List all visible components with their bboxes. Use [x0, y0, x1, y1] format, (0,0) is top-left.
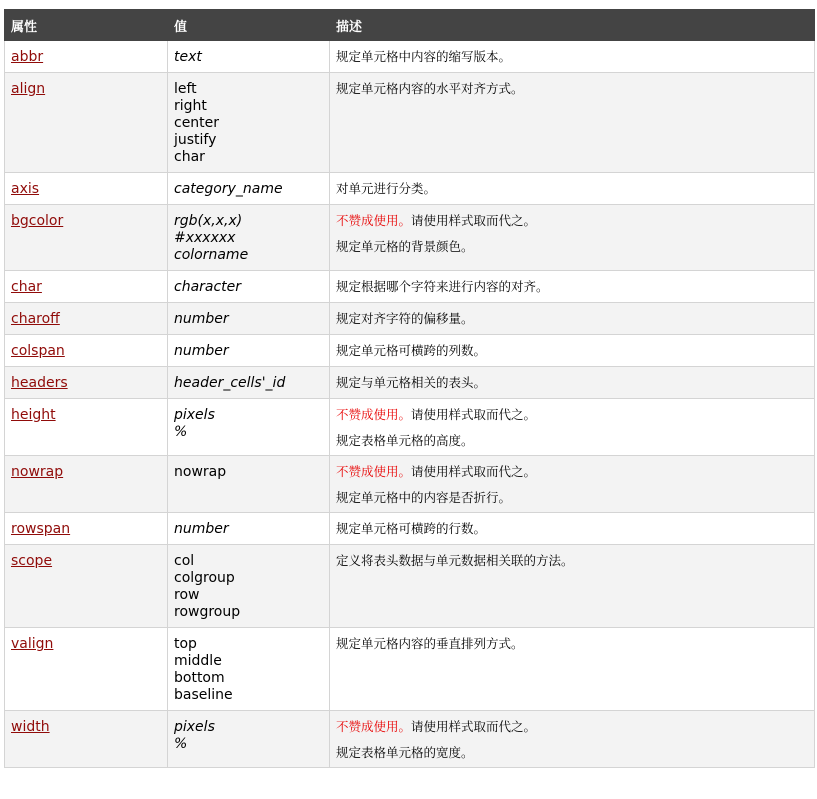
description-text: 规定单元格中内容的缩写版本。: [336, 49, 512, 64]
header-attribute: 属性: [5, 10, 168, 41]
description-text: 请使用样式取而代之。: [411, 464, 537, 479]
value-text: center: [174, 115, 220, 131]
attribute-cell: [5, 335, 168, 367]
value-text: #xxxxxx: [174, 230, 236, 246]
attribute-link-nowrap[interactable]: nowrap: [11, 464, 64, 480]
value-text: pixels: [174, 719, 215, 735]
table-row: [5, 41, 815, 73]
description-cell: [330, 173, 815, 205]
value-text: character: [174, 279, 242, 295]
value-text: nowrap: [174, 464, 227, 480]
value-cell: [168, 271, 330, 303]
description-text: 请使用样式取而代之。: [411, 407, 537, 422]
description-line: [336, 719, 808, 735]
attribute-cell: [5, 271, 168, 303]
value-text: text: [174, 49, 202, 65]
attribute-link-rowspan[interactable]: rowspan: [11, 521, 71, 537]
description-cell: [330, 41, 815, 73]
attribute-table: [4, 9, 815, 768]
description-text: 规定单元格中的内容是否折行。: [336, 490, 512, 505]
description-cell: [330, 628, 815, 711]
value-cell: [168, 399, 330, 456]
description-line: [336, 279, 808, 295]
table-body: [5, 41, 815, 768]
attribute-link-axis[interactable]: axis: [11, 181, 40, 197]
value-text: header_cells'_id: [174, 375, 286, 391]
description-cell: [330, 399, 815, 456]
attribute-cell: [5, 711, 168, 768]
table-row: [5, 335, 815, 367]
value-text: middle: [174, 653, 222, 669]
value-cell: [168, 335, 330, 367]
table-row: [5, 456, 815, 513]
description-line: [336, 490, 808, 506]
attribute-link-colspan[interactable]: colspan: [11, 343, 65, 359]
description-cell: [330, 335, 815, 367]
description-text: 对单元进行分类。: [336, 181, 437, 196]
value-text: colorname: [174, 247, 249, 263]
table-header-row: [5, 10, 815, 41]
value-text: colgroup: [174, 570, 235, 586]
value-cell: [168, 545, 330, 628]
attribute-link-scope[interactable]: scope: [11, 553, 53, 569]
description-text: 规定表格单元格的宽度。: [336, 745, 474, 760]
value-cell: [168, 456, 330, 513]
attribute-cell: [5, 456, 168, 513]
description-line: [336, 343, 808, 359]
attribute-link-width[interactable]: width: [11, 719, 50, 735]
attribute-link-headers[interactable]: headers: [11, 375, 68, 391]
description-cell: [330, 456, 815, 513]
description-line: [336, 375, 808, 391]
attribute-cell: [5, 73, 168, 173]
value-cell: [168, 367, 330, 399]
description-text: 规定与单元格相关的表头。: [336, 375, 487, 390]
attribute-link-valign[interactable]: valign: [11, 636, 54, 652]
description-cell: [330, 271, 815, 303]
value-text: rgb(x,x,x): [174, 213, 243, 229]
description-text: 规定单元格内容的水平对齐方式。: [336, 81, 524, 96]
header-value: 值: [168, 10, 330, 41]
table-row: [5, 545, 815, 628]
value-text: char: [174, 149, 205, 165]
value-text: category_name: [174, 181, 283, 197]
description-text: 规定单元格内容的垂直排列方式。: [336, 636, 524, 651]
table-row: [5, 399, 815, 456]
value-text: %: [174, 424, 188, 440]
table-row: [5, 711, 815, 768]
value-text: baseline: [174, 687, 233, 703]
deprecated-notice: 不赞成使用。: [336, 407, 412, 422]
description-line: [336, 181, 808, 197]
description-cell: [330, 545, 815, 628]
attribute-link-char[interactable]: char: [11, 279, 42, 295]
value-text: bottom: [174, 670, 225, 686]
description-line: [336, 521, 808, 537]
description-cell: [330, 303, 815, 335]
attribute-cell: [5, 41, 168, 73]
description-line: [336, 745, 808, 761]
value-cell: [168, 41, 330, 73]
attribute-cell: [5, 367, 168, 399]
description-text: 规定单元格可横跨的列数。: [336, 343, 487, 358]
description-line: [336, 311, 808, 327]
description-text: 请使用样式取而代之。: [411, 719, 537, 734]
attribute-cell: [5, 205, 168, 271]
value-cell: [168, 73, 330, 173]
table-row: [5, 271, 815, 303]
header-description: 描述: [330, 10, 815, 41]
value-text: pixels: [174, 407, 215, 423]
table-row: [5, 303, 815, 335]
description-text: 规定单元格的背景颜色。: [336, 239, 474, 254]
attribute-link-bgcolor[interactable]: bgcolor: [11, 213, 64, 229]
table-row: [5, 628, 815, 711]
value-text: justify: [174, 132, 217, 148]
value-cell: [168, 711, 330, 768]
value-cell: [168, 303, 330, 335]
value-text: row: [174, 587, 200, 603]
description-text: 规定单元格可横跨的行数。: [336, 521, 487, 536]
description-text: 规定对齐字符的偏移量。: [336, 311, 474, 326]
value-text: %: [174, 736, 188, 752]
table-row: [5, 173, 815, 205]
description-text: 请使用样式取而代之。: [411, 213, 537, 228]
description-text: 定义将表头数据与单元数据相关联的方法。: [336, 553, 574, 568]
table-row: [5, 513, 815, 545]
description-text: 规定表格单元格的高度。: [336, 433, 474, 448]
attribute-link-charoff[interactable]: charoff: [11, 311, 60, 327]
attribute-cell: [5, 303, 168, 335]
table-row: [5, 205, 815, 271]
description-line: [336, 553, 808, 569]
deprecated-notice: 不赞成使用。: [336, 464, 412, 479]
value-text: number: [174, 521, 229, 537]
value-text: col: [174, 553, 195, 569]
table-row: [5, 73, 815, 173]
value-text: rowgroup: [174, 604, 241, 620]
description-cell: [330, 205, 815, 271]
value-cell: [168, 205, 330, 271]
value-cell: [168, 173, 330, 205]
value-cell: [168, 513, 330, 545]
description-cell: [330, 711, 815, 768]
attribute-cell: [5, 173, 168, 205]
value-text: number: [174, 343, 229, 359]
description-line: [336, 433, 808, 449]
attribute-link-abbr[interactable]: abbr: [11, 49, 44, 65]
attribute-cell: [5, 399, 168, 456]
attribute-link-height[interactable]: height: [11, 407, 56, 423]
value-text: right: [174, 98, 207, 114]
description-line: [336, 407, 808, 423]
description-text: 规定根据哪个字符来进行内容的对齐。: [336, 279, 549, 294]
description-line: [336, 464, 808, 480]
value-text: number: [174, 311, 229, 327]
attribute-cell: [5, 513, 168, 545]
value-text: top: [174, 636, 197, 652]
description-line: [336, 213, 808, 229]
attribute-cell: [5, 545, 168, 628]
attribute-link-align[interactable]: align: [11, 81, 46, 97]
value-text: left: [174, 81, 197, 97]
description-cell: [330, 367, 815, 399]
description-line: [336, 49, 808, 65]
description-line: [336, 81, 808, 97]
deprecated-notice: 不赞成使用。: [336, 719, 412, 734]
description-cell: [330, 513, 815, 545]
value-cell: [168, 628, 330, 711]
description-line: [336, 636, 808, 652]
deprecated-notice: 不赞成使用。: [336, 213, 412, 228]
description-cell: [330, 73, 815, 173]
attribute-cell: [5, 628, 168, 711]
table-row: [5, 367, 815, 399]
description-line: [336, 239, 808, 255]
